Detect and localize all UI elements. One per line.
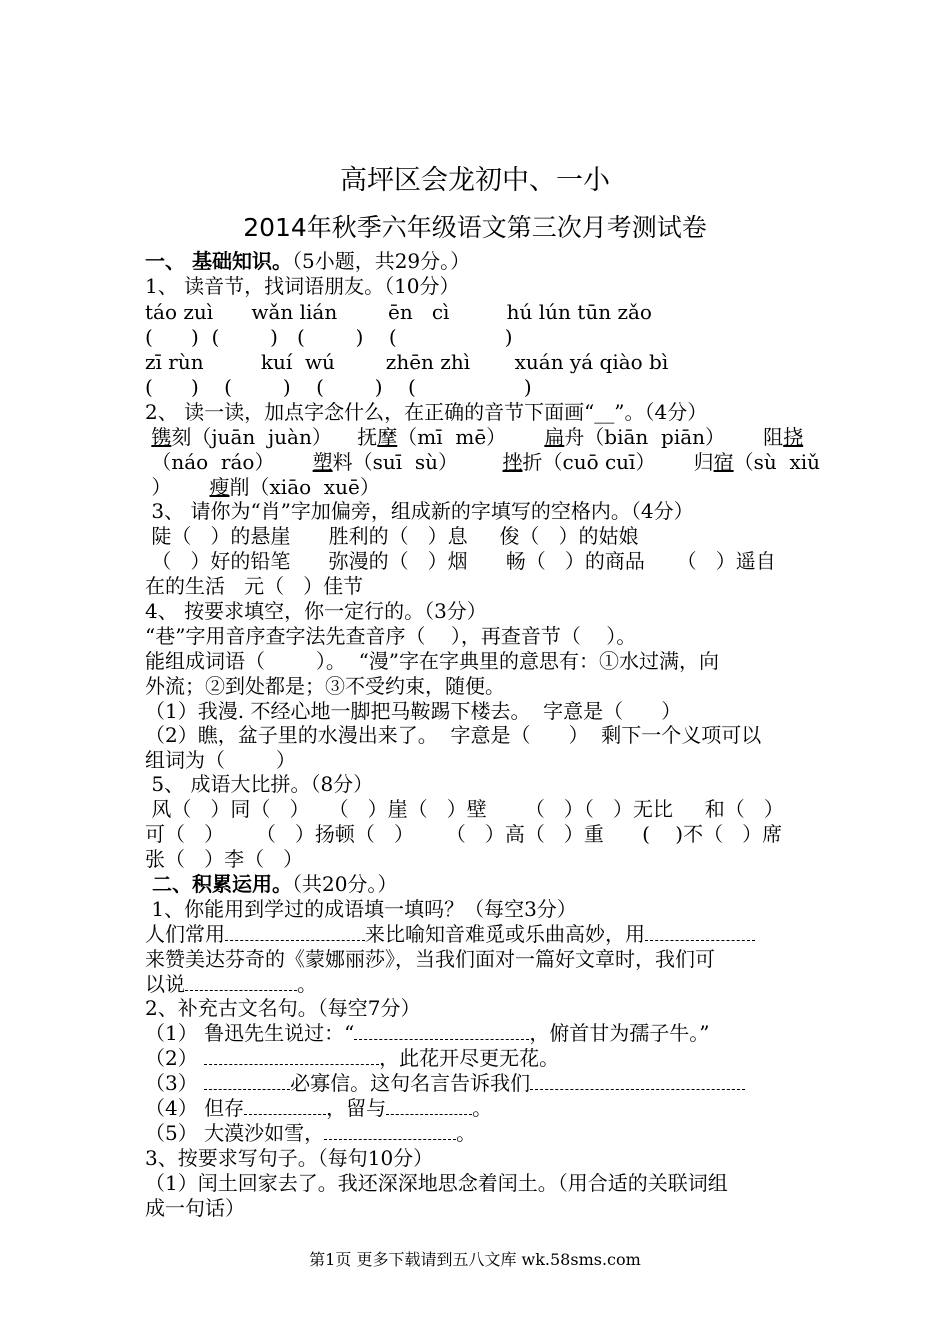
q1-blank-row2: ( ) ( ) ( ) ( ) — [145, 375, 532, 399]
q3-prompt: 3、 请你为“肖”字加偏旁，组成新的字填写的空格内。（4分） — [145, 499, 694, 523]
q4-line2: 能组成词语（ ）。 “漫”字在字典里的意思有：①水过满，向 — [145, 649, 720, 673]
q5-row3: 张（ ）李（ ） — [145, 847, 304, 871]
q1-pinyin-row2: zī rùn kuí wú zhēn zhì xuán yá qiào bì — [145, 350, 669, 374]
section2-heading: 二、积累运用。（共20分。） — [145, 872, 398, 896]
s2q2-s5: （5） 大漠沙如雪， 。 — [145, 1121, 477, 1145]
q1-blank-row1: ( ) ( ) ( ) ( ) — [145, 325, 513, 349]
page-footer: 第1页 更多下载请到五八文库 wk.58sms.com — [309, 1250, 641, 1269]
exam-title: 2014年秋季六年级语文第三次月考测试卷 — [243, 213, 707, 242]
s2q3-line1: （1）闰土回家去了。我还深深地思念着闰土。（用合适的关联词组 — [145, 1171, 728, 1195]
q1-pinyin-row1: táo zuì wǎn lián ēn cì hú lún tūn zǎo — [145, 300, 652, 324]
q3-row3: 在的生活 元（ ）佳节 — [145, 574, 364, 598]
q4-line3: 外流；②到处都是；③不受约束，随便。 — [145, 674, 505, 698]
s2q1-line2: 来赞美达芬奇的《蒙娜丽莎》，当我们面对一篇好文章时，我们可 — [145, 947, 715, 971]
quote-blank-2[interactable] — [204, 1048, 379, 1065]
quote-blank-5[interactable] — [244, 1098, 326, 1115]
q2-row3: ） 瘦削（xiāo xuē） — [145, 475, 380, 499]
quote-blank-1[interactable] — [354, 1023, 529, 1040]
s2q2-prompt: 2、补充古文名句。（每空7分） — [145, 996, 421, 1020]
s2q1-prompt: 1、你能用到学过的成语填一填吗？（每空3分） — [145, 897, 577, 921]
s2q3-line2: 成一句话） — [145, 1196, 245, 1220]
s2q2-s3: （3） 必寡信。这句名言告诉我们 — [145, 1071, 745, 1095]
q2-row2: （náo ráo） 塑料（suī sù） 挫折（cuō cuī） 归宿（sù xiǔ — [145, 450, 821, 474]
section1-heading: 一、 基础知识。（5小题，共29分。） — [145, 249, 471, 273]
idiom-blank-1[interactable] — [225, 924, 365, 941]
s2q1-line1: 人们常用 来比喻知音难觅或乐曲高妙，用 — [145, 922, 755, 946]
q5-row1: 风（ ）同（ ） （ ）崖（ ）壁 （ ）（ ）无比 和（ ） — [145, 797, 784, 821]
q4-line4: （1）我漫. 不经心地一脚把马鞍踢下楼去。 字意是（ ） — [145, 699, 682, 723]
school-title: 高坪区会龙初中、一小 — [340, 165, 610, 196]
quote-blank-4[interactable] — [530, 1073, 745, 1090]
s2q3-prompt: 3、按要求写句子。（每句10分） — [145, 1146, 434, 1170]
s2q2-s2: （2） ，此花开尽更无花。 — [145, 1046, 560, 1070]
q4-line5: （2）瞧，盆子里的水漫出来了。 字意是（ ） 剩下一个义项可以 — [145, 723, 762, 747]
s2q2-s4: （4） 但存 ，留与 。 — [145, 1096, 493, 1120]
idiom-blank-2[interactable] — [645, 924, 755, 941]
q5-row2: 可（ ） （ ）扬顿（ ） （ ）高（ ）重 ( )不（ ）席 — [145, 822, 783, 846]
q4-line1: “巷”字用音序查字法先查音序（ ），再查音节（ ）。 — [145, 624, 637, 648]
s2q1-line3: 以说 。 — [145, 972, 317, 996]
s2q2-s1: （1） 鲁迅先生说过：“ ，俯首甘为孺子牛。” — [145, 1021, 710, 1045]
q2-prompt: 2、 读一读，加点字念什么，在正确的音节下面画“__”。（4分） — [145, 400, 708, 424]
q3-row2: （ ）好的铅笔 弥漫的（ ）烟 畅（ ）的商品 （ ）遥自 — [145, 549, 776, 573]
quote-blank-7[interactable] — [324, 1123, 456, 1140]
q4-line6: 组词为（ ） — [145, 748, 296, 772]
q2-row1: 镌刻（juān juàn） 抚摩（mī mē） 扁舟（biān piān） 阻挠 — [151, 425, 804, 449]
quote-blank-3[interactable] — [204, 1073, 290, 1090]
q5-prompt: 5、 成语大比拼。（8分） — [145, 772, 374, 796]
q4-prompt: 4、 按要求填空，你一定行的。（3分） — [145, 599, 487, 623]
q3-row1: 陡（ ）的悬崖 胜利的（ ）息 俊（ ）的姑娘 — [145, 524, 639, 548]
quote-blank-6[interactable] — [386, 1098, 472, 1115]
q1-prompt: 1、 读音节，找词语朋友。（10分） — [145, 274, 460, 298]
idiom-blank-3[interactable] — [185, 974, 297, 991]
